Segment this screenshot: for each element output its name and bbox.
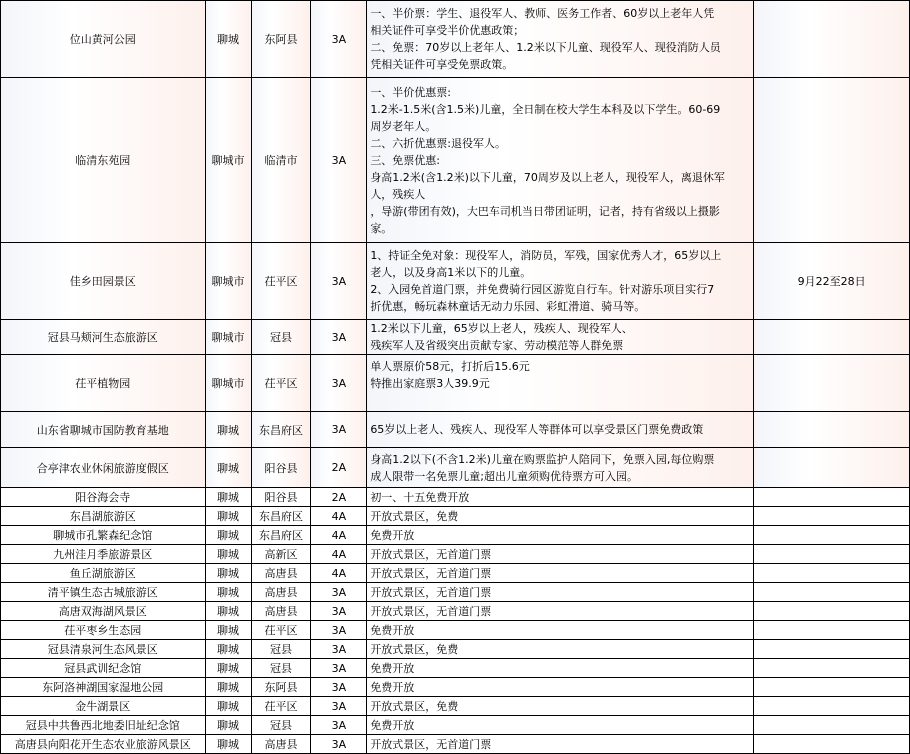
- policy-line: [370, 392, 753, 409]
- policy-line: 二、免票：70岁以上老年人、1.2米以下儿童、现役军人、现役消防人员: [370, 41, 721, 54]
- date-cell: [754, 583, 910, 602]
- district-cell: 高唐县: [251, 583, 311, 602]
- date-cell: [754, 507, 910, 526]
- policy-cell: [367, 621, 754, 640]
- table-row: [1, 602, 910, 621]
- city-cell: 聊城: [205, 659, 251, 678]
- date-cell: [754, 448, 910, 488]
- district-cell: 高唐县: [251, 602, 311, 621]
- date-cell: [754, 621, 910, 640]
- level-cell: 3A: [311, 412, 367, 448]
- scenic-name-cell: 冠县马颊河生态旅游区: [1, 320, 206, 355]
- policy-cell: [367, 526, 754, 545]
- date-cell: [754, 564, 910, 583]
- scenic-name-cell: 清平镇生态古城旅游区: [1, 583, 206, 602]
- city-cell: 聊城市: [205, 243, 251, 320]
- district-cell: 冠县: [251, 320, 311, 355]
- city-cell: 聊城: [205, 697, 251, 716]
- policy-cell: [367, 355, 754, 412]
- date-cell: [754, 678, 910, 697]
- date-cell: [754, 697, 910, 716]
- table-row: [1, 621, 910, 640]
- policy-line: 初一、十五免费开放: [370, 490, 470, 504]
- policy-cell: [367, 564, 754, 583]
- policy-cell: [367, 412, 754, 448]
- policy-line: 开放式景区，免费: [370, 642, 459, 656]
- date-cell: [754, 355, 910, 412]
- policy-cell: [367, 507, 754, 526]
- scenic-name-cell: 高唐县向阳花开生态农业旅游风景区: [1, 735, 206, 754]
- policy-line: 身高1.2米(含1.2米)以下儿童，70周岁及以上老人，现役军人，离退休军: [370, 170, 725, 184]
- city-cell: 聊城: [205, 545, 251, 564]
- date-cell: 9月22至28日: [754, 243, 910, 320]
- table-row: [1, 488, 910, 507]
- level-cell: 3A: [311, 583, 367, 602]
- policy-cell: [367, 659, 754, 678]
- district-cell: 东昌府区: [251, 526, 311, 545]
- level-cell: 4A: [311, 545, 367, 564]
- level-cell: 3A: [311, 659, 367, 678]
- district-cell: 东阿县: [251, 678, 311, 697]
- city-cell: 聊城: [205, 583, 251, 602]
- table-row: [1, 507, 910, 526]
- policy-cell: [367, 448, 754, 488]
- date-cell: [754, 640, 910, 659]
- policy-line: 二、六折优惠票:退役军人。: [370, 136, 507, 150]
- level-cell: 3A: [311, 640, 367, 659]
- table-row: [1, 697, 910, 716]
- policy-line: 免费开放: [370, 623, 415, 637]
- city-cell: 聊城市: [205, 320, 251, 355]
- policy-line: 单人票原价58元，打折后15.6元: [370, 359, 530, 373]
- level-cell: 3A: [311, 697, 367, 716]
- level-cell: 4A: [311, 526, 367, 545]
- policy-line: 一、半价优惠票:: [370, 85, 452, 99]
- policy-line: 折优惠，畅玩森林童话无动力乐园、彩虹滑道、骑马等。: [370, 300, 646, 313]
- city-cell: 聊城: [205, 735, 251, 754]
- policy-cell: [367, 678, 754, 697]
- policy-line: 相关证件可享受半价优惠政策；: [370, 24, 525, 37]
- policy-line: 免费开放: [370, 528, 415, 542]
- policy-line: 周岁老年人。: [370, 119, 437, 133]
- scenic-name-cell: 合亭津农业休闲旅游度假区: [1, 448, 206, 488]
- table-row: [1, 640, 910, 659]
- policy-line: ，导游(带团有效)，大巴车司机当日带团证明，记者，持有省级以上摄影: [370, 204, 720, 218]
- district-cell: 临清市: [251, 78, 311, 243]
- city-cell: 聊城: [205, 1, 251, 78]
- scenic-name-cell: 东昌湖旅游区: [1, 507, 206, 526]
- city-cell: 聊城: [205, 412, 251, 448]
- table-row: [1, 659, 910, 678]
- scenic-name-cell: 东阿洛神湖国家湿地公园: [1, 678, 206, 697]
- policy-line: 1.2米-1.5米(含1.5米)儿童，全日制在校大学生本科及以下学生。60-69: [370, 102, 721, 116]
- table-row: [1, 355, 910, 412]
- scenic-name-cell: 九州洼月季旅游景区: [1, 545, 206, 564]
- district-cell: 茌平区: [251, 243, 311, 320]
- level-cell: 3A: [311, 355, 367, 412]
- date-cell: [754, 78, 910, 243]
- scenic-name-cell: 茌平植物园: [1, 355, 206, 412]
- date-cell: [754, 659, 910, 678]
- policy-line: 免费开放: [370, 661, 415, 675]
- policy-line: 2、入园免首道门票，并免费骑行园区游览自行车。针对游乐项目实行7: [370, 283, 715, 296]
- policy-line: 开放式景区，无首道门票: [370, 585, 492, 599]
- level-cell: 3A: [311, 602, 367, 621]
- district-cell: 冠县: [251, 716, 311, 735]
- district-cell: 东昌府区: [251, 412, 311, 448]
- policy-line: 一、半价票：学生、退役军人、教师、医务工作者、60岁以上老年人凭: [370, 7, 715, 20]
- city-cell: 聊城: [205, 678, 251, 697]
- level-cell: 3A: [311, 1, 367, 78]
- city-cell: 聊城: [205, 640, 251, 659]
- policy-cell: [367, 78, 754, 243]
- district-cell: 东阿县: [251, 1, 311, 78]
- policy-cell: [367, 320, 754, 355]
- scenic-name-cell: 佳乡田园景区: [1, 243, 206, 320]
- date-cell: [754, 412, 910, 448]
- table-row: [1, 735, 910, 754]
- policy-line: 三、免票优惠:: [370, 153, 441, 167]
- policy-cell: [367, 602, 754, 621]
- district-cell: 茌平区: [251, 697, 311, 716]
- policy-line: 身高1.2以下(不含1.2米)儿童在购票监护人陪同下，免票入园,每位购票: [370, 452, 715, 466]
- policy-line: 免费开放: [370, 680, 415, 694]
- date-cell: [754, 602, 910, 621]
- policy-line: 开放式景区，无首道门票: [370, 604, 492, 618]
- scenic-name-cell: 阳谷海会寺: [1, 488, 206, 507]
- table-row: [1, 320, 910, 355]
- scenic-name-cell: 鱼丘湖旅游区: [1, 564, 206, 583]
- date-cell: [754, 1, 910, 78]
- table-row: [1, 545, 910, 564]
- policy-line: 开放式景区，免费: [370, 699, 459, 713]
- policy-line: 残疾军人及省级突出贡献专家、劳动模范等人群免票: [370, 339, 624, 352]
- district-cell: 高新区: [251, 545, 311, 564]
- city-cell: 聊城: [205, 564, 251, 583]
- level-cell: 4A: [311, 564, 367, 583]
- scenic-name-cell: 山东省聊城市国防教育基地: [1, 412, 206, 448]
- table-row: [1, 412, 910, 448]
- level-cell: 3A: [311, 243, 367, 320]
- table-body: [1, 1, 910, 754]
- district-cell: 茌平区: [251, 355, 311, 412]
- district-cell: 冠县: [251, 640, 311, 659]
- scenic-name-cell: 聊城市孔繁森纪念馆: [1, 526, 206, 545]
- policy-line: 开放式景区，无首道门票: [370, 566, 492, 580]
- date-cell: [754, 488, 910, 507]
- district-cell: 茌平区: [251, 621, 311, 640]
- scenic-name-cell: 位山黄河公园: [1, 1, 206, 78]
- level-cell: 3A: [311, 78, 367, 243]
- date-cell: [754, 320, 910, 355]
- policy-cell: [367, 243, 754, 320]
- policy-cell: [367, 545, 754, 564]
- scenic-name-cell: 冠县武训纪念馆: [1, 659, 206, 678]
- district-cell: 阳谷县: [251, 448, 311, 488]
- city-cell: 聊城市: [205, 355, 251, 412]
- policy-line: 开放式景区，无首道门票: [370, 547, 492, 561]
- policy-line: 开放式景区，无首道门票: [370, 737, 492, 751]
- table-row: [1, 716, 910, 735]
- level-cell: 2A: [311, 448, 367, 488]
- policy-line: 1.2米以下儿童，65岁以上老人，残疾人、现役军人、: [370, 322, 633, 335]
- policy-line: 65岁以上老人、残疾人、现役军人等群体可以享受景区门票免费政策: [370, 423, 704, 436]
- table-row: [1, 78, 910, 243]
- table-row: [1, 243, 910, 320]
- level-cell: 4A: [311, 507, 367, 526]
- table-row: [1, 448, 910, 488]
- date-cell: [754, 545, 910, 564]
- level-cell: 3A: [311, 716, 367, 735]
- table-row: [1, 564, 910, 583]
- scenic-name-cell: 冠县中共鲁西北地委旧址纪念馆: [1, 716, 206, 735]
- policy-cell: [367, 735, 754, 754]
- policy-cell: [367, 716, 754, 735]
- policy-line: 老人，以及身高1米以下的儿童。: [370, 266, 532, 279]
- level-cell: 3A: [311, 678, 367, 697]
- date-cell: [754, 716, 910, 735]
- policy-line: 凭相关证件可享受免票政策。: [370, 58, 514, 71]
- level-cell: 2A: [311, 488, 367, 507]
- policy-line: 1、持证全免对象：现役军人，消防员，军残，国家优秀人才，65岁以上: [370, 249, 722, 262]
- policy-line: 人，残疾人: [370, 187, 426, 201]
- table-row: [1, 526, 910, 545]
- district-cell: 阳谷县: [251, 488, 311, 507]
- level-cell: 3A: [311, 735, 367, 754]
- policy-line: 成人限带一名免票儿童;超出儿童须购优待票方可入园。: [370, 469, 639, 483]
- policy-line: 特推出家庭票3人39.9元: [370, 376, 490, 390]
- date-cell: [754, 526, 910, 545]
- city-cell: 聊城: [205, 716, 251, 735]
- city-cell: 聊城: [205, 621, 251, 640]
- policy-cell: [367, 583, 754, 602]
- scenic-name-cell: 金牛湖景区: [1, 697, 206, 716]
- city-cell: 聊城: [205, 602, 251, 621]
- policy-cell: [367, 1, 754, 78]
- district-cell: 高唐县: [251, 735, 311, 754]
- table-row: [1, 678, 910, 697]
- policy-line: 免费开放: [370, 718, 415, 732]
- scenic-name-cell: 冠县清泉河生态风景区: [1, 640, 206, 659]
- city-cell: 聊城: [205, 488, 251, 507]
- scenic-name-cell: 临清东苑园: [1, 78, 206, 243]
- table-row: [1, 583, 910, 602]
- policy-cell: [367, 697, 754, 716]
- policy-line: 开放式景区，免费: [370, 509, 459, 523]
- table-row: [1, 1, 910, 78]
- district-cell: 冠县: [251, 659, 311, 678]
- scenic-name-cell: 茌平枣乡生态园: [1, 621, 206, 640]
- policy-cell: [367, 488, 754, 507]
- district-cell: 东昌府区: [251, 507, 311, 526]
- scenic-name-cell: 高唐双海湖风景区: [1, 602, 206, 621]
- district-cell: 高唐县: [251, 564, 311, 583]
- city-cell: 聊城: [205, 526, 251, 545]
- city-cell: 聊城市: [205, 78, 251, 243]
- city-cell: 聊城: [205, 507, 251, 526]
- date-cell: [754, 735, 910, 754]
- policy-cell: [367, 640, 754, 659]
- level-cell: 3A: [311, 621, 367, 640]
- level-cell: 3A: [311, 320, 367, 355]
- city-cell: 聊城: [205, 448, 251, 488]
- policy-line: 家。: [370, 221, 393, 235]
